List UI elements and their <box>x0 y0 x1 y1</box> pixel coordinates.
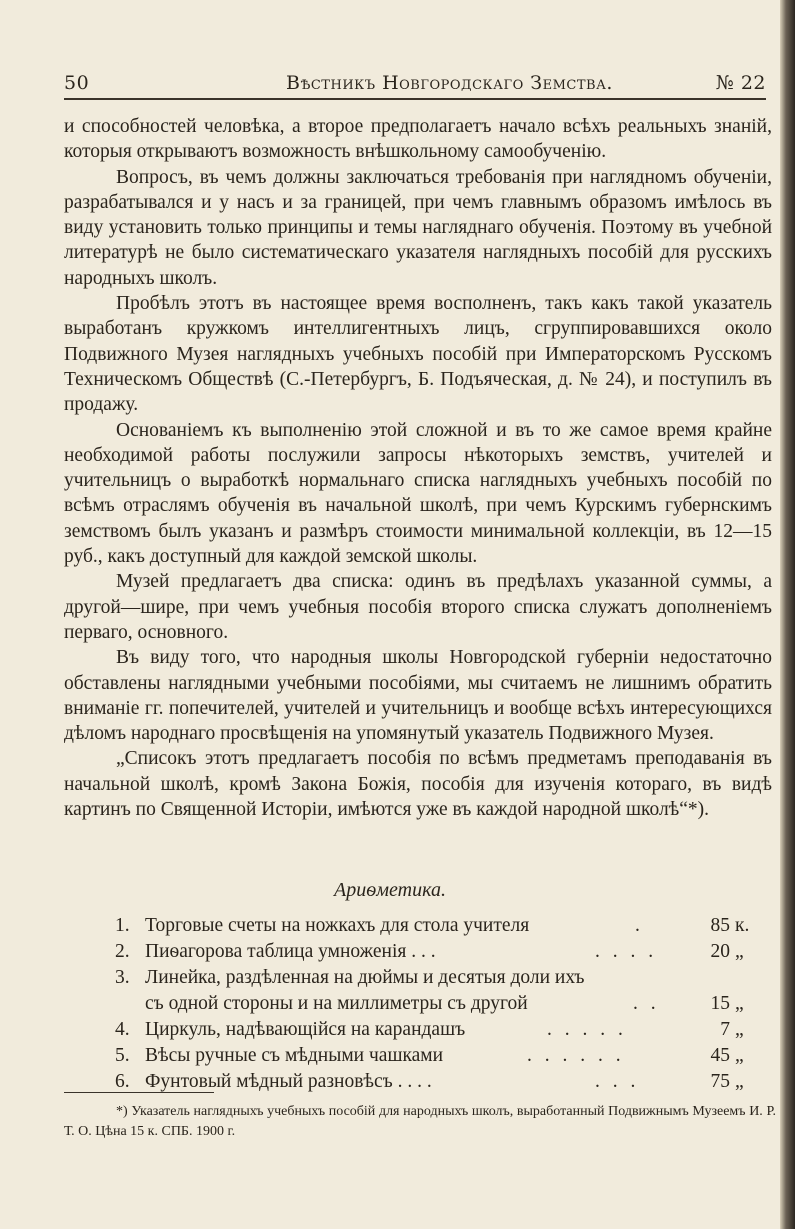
paragraph: и способностей человѣка, а второе предполагаетъ начало всѣхъ реальныхъ знаній, которыя открываютъ возможность внѣшкольному самообученію. <box>64 116 772 163</box>
item-number: 6. <box>115 1071 130 1092</box>
list-item <box>115 915 750 941</box>
item-price: 15 <box>710 993 730 1014</box>
item-unit: „ <box>735 941 744 962</box>
item-unit: „ <box>735 1045 744 1066</box>
item-price: 85 <box>710 915 730 936</box>
item-price: 7 <box>720 1019 730 1040</box>
footnote: *) Указатель наглядныхъ учебныхъ пособій для народныхъ школъ, выработанный Подвижнымъ Музеемъ И. Р. Т. О. Цѣна 15 к. СПБ. 1900 г. <box>64 1104 776 1139</box>
item-text: Вѣсы ручные съ мѣдными чашками <box>145 1045 444 1066</box>
item-leader: . . . . <box>595 941 658 962</box>
item-unit: к. <box>735 915 750 936</box>
page-header <box>64 70 766 100</box>
list-item <box>115 993 745 1019</box>
footnote-rule <box>64 1092 214 1093</box>
paragraph: Основаніемъ къ выполненію этой сложной и въ то же самое время крайне необходимой работы послужили запросы нѣкоторыхъ земствъ, учителей и учительницъ о выработкѣ нормальнаго списка наглядныхъ учебныхъ пособій по всѣмъ отраслямъ обученія въ начальной школѣ, при чемъ Курскимъ губернскимъ земствомъ былъ указанъ и размѣръ стоимости минимальной коллекціи, въ 12—15 руб., какъ доступный для каждой земской школы. <box>64 419 772 568</box>
item-number: 4. <box>115 1019 130 1040</box>
item-number: 2. <box>115 941 130 962</box>
paragraph: „Списокъ этотъ предлагаетъ пособія по всѣмъ предметамъ преподаванія въ начальной школѣ, кромѣ Закона Божія, пособія для изученія котораго, въ видѣ картинъ по Священной Исторіи, имѣются уже въ каждой народной школѣ“*). <box>64 748 772 821</box>
item-text: Фунтовый мѣдный разновѣсъ . . . . <box>145 1071 432 1092</box>
item-leader: . . <box>633 993 660 1014</box>
header-rule <box>64 98 766 100</box>
list-item <box>115 941 745 967</box>
list-item <box>115 1071 745 1097</box>
item-text: съ одной стороны и на миллиметры съ другой <box>145 993 528 1014</box>
page-number: 50 <box>64 72 90 94</box>
issue-number: № 22 <box>715 72 766 94</box>
item-number: 1. <box>115 915 130 936</box>
item-number: 5. <box>115 1045 130 1066</box>
item-number: 3. <box>115 967 130 988</box>
list-item <box>115 1045 745 1071</box>
item-text: Линейка, раздѣленная на дюймы и десятыя доли ихъ <box>145 967 585 988</box>
paragraph: Въ виду того, что народныя школы Новгородской губерніи недостаточно обставлены наглядными учебными пособіями, мы считаемъ не лишнимъ обратить вниманіе гг. попечителей, учителей и учительницъ и вообще всѣхъ интересующихся дѣломъ народнаго просвѣщенія на упомянутый указатель Подвижного Музея. <box>64 647 772 745</box>
item-unit: „ <box>735 1019 744 1040</box>
item-text: Торговые счеты на ножкахъ для стола учителя <box>145 915 530 936</box>
journal-title: Вѣстникъ Новгородскаго Земства. <box>286 72 613 94</box>
list-item <box>115 967 745 993</box>
item-leader: . . . <box>595 1071 640 1092</box>
paragraph: Пробѣлъ этотъ въ настоящее время восполненъ, такъ какъ такой указатель выработанъ кружкомъ интеллигентныхъ лицъ, сгруппировавшихся около Подвижного Музея наглядныхъ учебныхъ пособій при Императорскомъ Русскомъ Техническомъ Обществѣ (С.-Петербургъ, Б. Подъяческая, д. № 24), и поступилъ въ продажу. <box>64 293 772 416</box>
price-list <box>115 915 750 1097</box>
item-text: Пиѳагорова таблица умноженія . . . <box>145 941 436 962</box>
item-leader: . . . . . <box>547 1019 627 1040</box>
list-item <box>115 1019 745 1045</box>
section-title: Ариѳметика. <box>334 879 446 901</box>
article-body <box>64 114 772 822</box>
item-leader: . . . . . . <box>527 1045 625 1066</box>
item-unit: „ <box>735 1071 744 1092</box>
item-text: Циркуль, надѣвающійся на карандашъ <box>145 1019 466 1040</box>
item-leader: . <box>635 915 644 936</box>
paragraph: Вопросъ, въ чемъ должны заключаться требованія при наглядномъ обученіи, разрабатывался и у насъ и за границей, при чемъ главнымъ образомъ имѣлось въ виду установить только принципы и темы нагляднаго обученія. Поэтому въ учебной литературѣ не было систематическаго указателя наглядныхъ пособій для русскихъ народныхъ школъ. <box>64 166 772 289</box>
item-unit: „ <box>735 993 744 1014</box>
paragraph: Музей предлагаетъ два списка: одинъ въ предѣлахъ указанной суммы, а другой—шире, при чемъ учебныя пособія второго списка служатъ дополненіемъ перваго, основного. <box>64 571 772 643</box>
item-price: 20 <box>710 941 730 962</box>
item-price: 45 <box>710 1045 730 1066</box>
item-price: 75 <box>710 1071 730 1092</box>
book-spine-edge <box>780 0 795 1229</box>
